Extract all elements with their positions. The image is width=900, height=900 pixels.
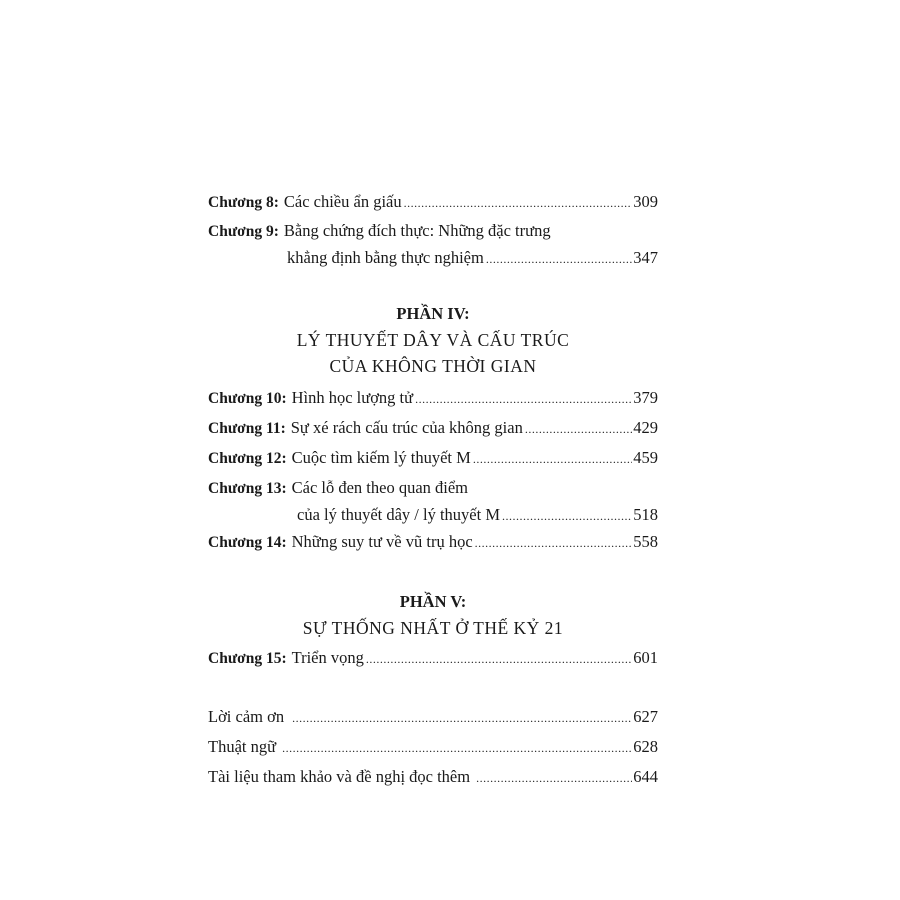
dot-leader [282, 735, 632, 761]
page-number: 601 [633, 648, 658, 667]
part-title-line-1: LÝ THUYẾT DÂY VÀ CẤU TRÚC [296, 330, 570, 350]
toc-entry-chapter-9 [208, 218, 658, 272]
back-matter-title: Tài liệu tham khảo và đề nghị đọc thêm [208, 767, 471, 786]
chapter-label: Chương 14: [208, 534, 287, 551]
chapter-label: Chương 8: [208, 194, 279, 211]
page-number: 459 [633, 448, 658, 467]
dot-leader [475, 530, 633, 556]
page-number: 429 [633, 418, 658, 437]
page-number: 627 [633, 707, 658, 726]
dot-leader [292, 705, 632, 731]
toc-entry-chapter-15 [208, 645, 658, 672]
chapter-label: Chương 13: [208, 480, 287, 497]
dot-leader [476, 765, 632, 791]
chapter-title-line-1: Bằng chứng đích thực: Những đặc trưng [283, 221, 551, 240]
part-4-heading [208, 301, 658, 379]
back-matter-title: Lời cảm ơn [208, 707, 285, 726]
chapter-title: Những suy tư về vũ trụ học [291, 532, 473, 551]
dot-leader [502, 503, 632, 529]
page-number: 628 [633, 737, 658, 756]
chapter-label: Chương 12: [208, 450, 287, 467]
toc-entry-chapter-13 [208, 475, 658, 529]
chapter-label: Chương 10: [208, 390, 287, 407]
toc-entry-acknowledgements [208, 704, 658, 731]
chapter-label: Chương 11: [208, 420, 286, 437]
chapter-title-line-1: Các lỗ đen theo quan điểm [291, 478, 469, 497]
toc-entry-references [208, 764, 658, 791]
part-label: PHẦN V: [399, 592, 467, 611]
part-label: PHẦN IV: [396, 304, 470, 323]
chapter-title: Cuộc tìm kiếm lý thuyết M [291, 448, 471, 467]
page-number: 309 [633, 192, 658, 211]
page-number: 518 [633, 505, 658, 524]
dot-leader [404, 190, 633, 216]
chapter-title: Triển vọng [291, 648, 364, 667]
dot-leader [473, 446, 632, 472]
toc-entry-glossary [208, 734, 658, 761]
chapter-label: Chương 15: [208, 650, 287, 667]
toc-entry-chapter-10 [208, 385, 658, 412]
part-title-line-1: SỰ THỐNG NHẤT Ở THẾ KỶ 21 [302, 618, 564, 638]
page-number: 379 [633, 388, 658, 407]
toc-entry-chapter-11 [208, 415, 658, 442]
toc-entry-chapter-12 [208, 445, 658, 472]
chapter-title: Hình học lượng tử [291, 388, 414, 407]
dot-leader [525, 416, 632, 442]
chapter-title: Các chiều ẩn giấu [283, 192, 402, 211]
back-matter-title: Thuật ngữ [208, 737, 277, 756]
chapter-label: Chương 9: [208, 223, 279, 240]
dot-leader [366, 646, 632, 672]
part-5-heading [208, 589, 658, 641]
chapter-title-line-2: khẳng định bằng thực nghiệm [287, 248, 484, 267]
page-number: 347 [633, 248, 658, 267]
page-number: 558 [633, 532, 658, 551]
dot-leader [486, 246, 632, 272]
part-title-line-2: CỦA KHÔNG THỜI GIAN [329, 356, 537, 376]
toc-entry-chapter-14 [208, 529, 658, 556]
chapter-title-line-2: của lý thuyết dây / lý thuyết M [297, 505, 501, 524]
dot-leader [415, 386, 632, 412]
toc-entry-chapter-8 [208, 189, 658, 216]
chapter-title: Sự xé rách cấu trúc của không gian [290, 418, 523, 437]
page-number: 644 [633, 767, 658, 786]
